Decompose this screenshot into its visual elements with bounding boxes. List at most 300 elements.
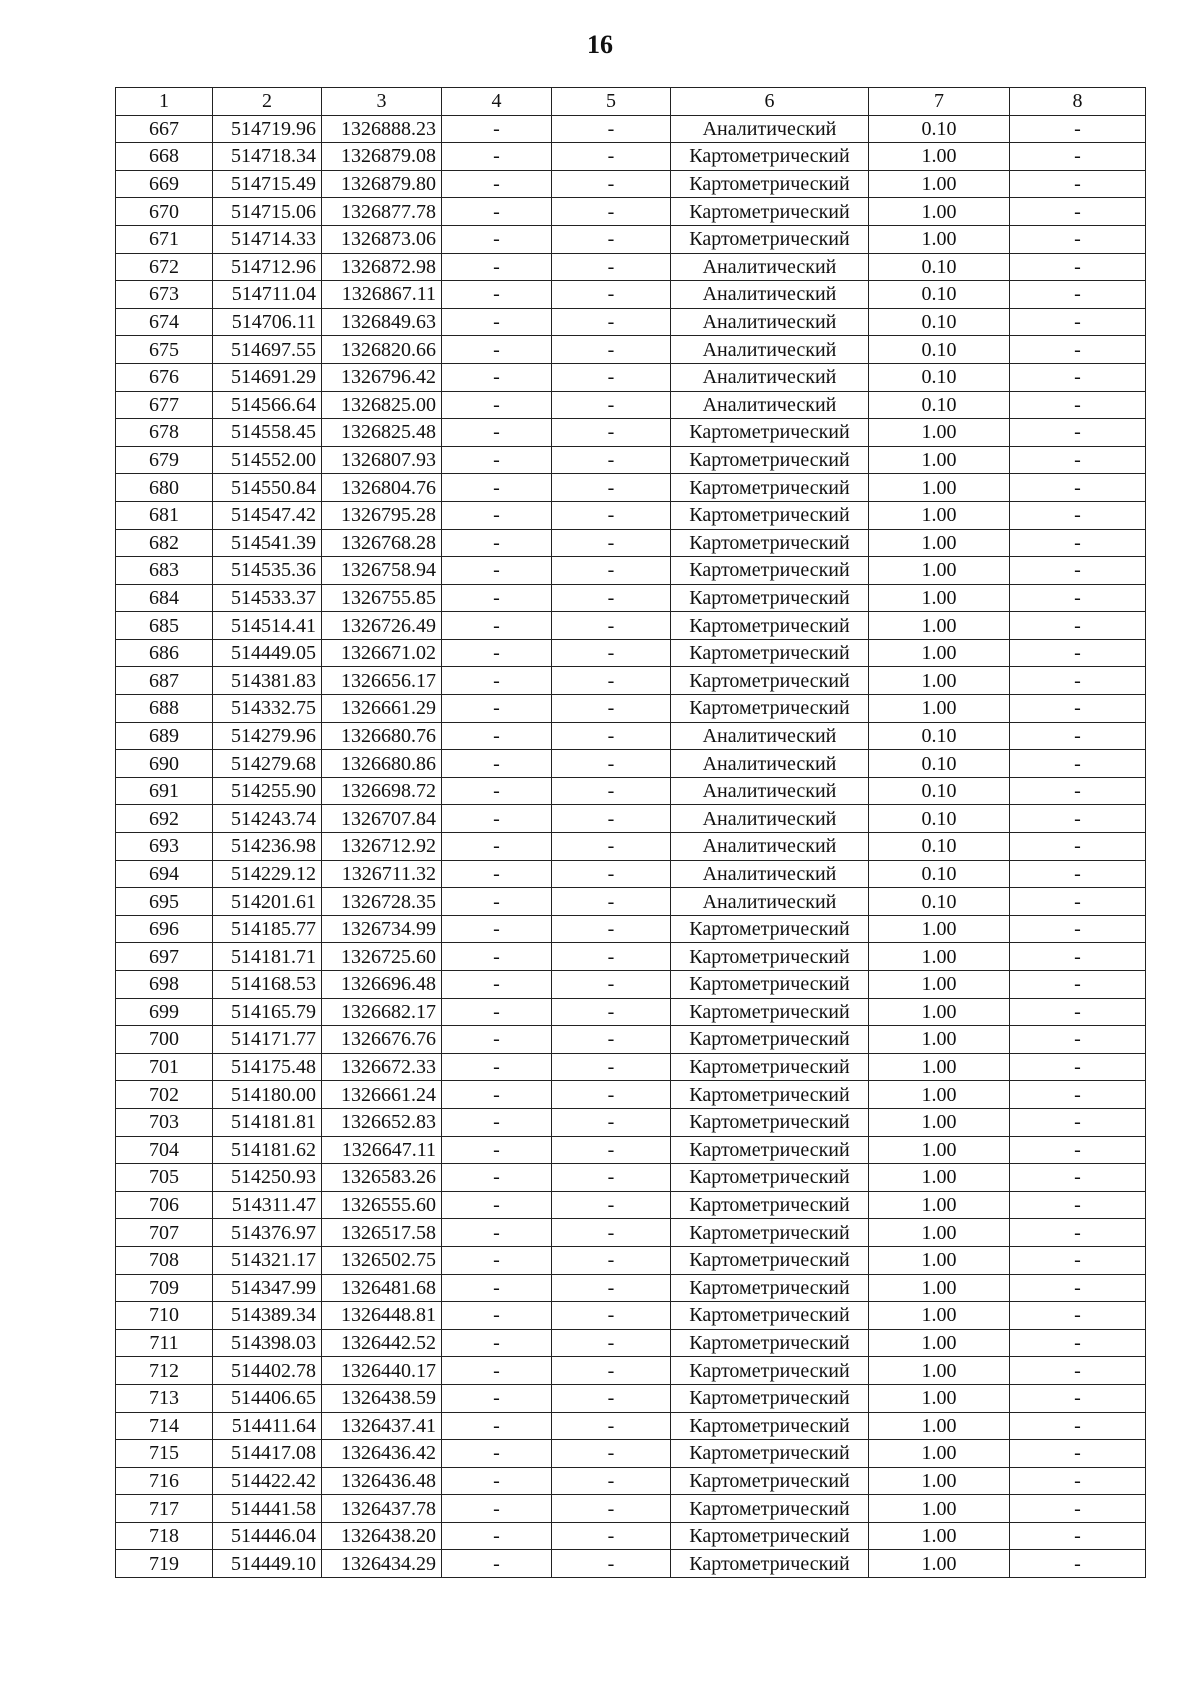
accuracy-cell: 1.00 bbox=[869, 557, 1010, 585]
x-coordinate-cell: 514558.45 bbox=[213, 419, 322, 447]
accuracy-cell: 1.00 bbox=[869, 695, 1010, 723]
y-coordinate-cell: 1326442.52 bbox=[322, 1329, 442, 1357]
column-5-cell: - bbox=[552, 198, 671, 226]
method-cell: Картометрический bbox=[671, 1246, 869, 1274]
column-5-cell: - bbox=[552, 115, 671, 143]
point-number-cell: 706 bbox=[116, 1191, 213, 1219]
accuracy-cell: 1.00 bbox=[869, 1329, 1010, 1357]
accuracy-cell: 0.10 bbox=[869, 115, 1010, 143]
column-4-cell: - bbox=[442, 833, 552, 861]
x-coordinate-cell: 514406.65 bbox=[213, 1384, 322, 1412]
method-cell: Картометрический bbox=[671, 915, 869, 943]
x-coordinate-cell: 514411.64 bbox=[213, 1412, 322, 1440]
column-8-cell: - bbox=[1010, 474, 1146, 502]
column-5-cell: - bbox=[552, 225, 671, 253]
x-coordinate-cell: 514201.61 bbox=[213, 888, 322, 916]
x-coordinate-cell: 514715.49 bbox=[213, 170, 322, 198]
y-coordinate-cell: 1326804.76 bbox=[322, 474, 442, 502]
column-4-cell: - bbox=[442, 1053, 552, 1081]
table-row bbox=[116, 722, 1146, 750]
column-8-cell: - bbox=[1010, 667, 1146, 695]
column-8-cell: - bbox=[1010, 281, 1146, 309]
column-5-cell: - bbox=[552, 750, 671, 778]
x-coordinate-cell: 514547.42 bbox=[213, 501, 322, 529]
table-header-row bbox=[116, 88, 1146, 116]
accuracy-cell: 1.00 bbox=[869, 1026, 1010, 1054]
column-5-cell: - bbox=[552, 336, 671, 364]
column-5-cell: - bbox=[552, 833, 671, 861]
y-coordinate-cell: 1326517.58 bbox=[322, 1219, 442, 1247]
y-coordinate-cell: 1326438.20 bbox=[322, 1522, 442, 1550]
column-4-cell: - bbox=[442, 529, 552, 557]
table-row bbox=[116, 971, 1146, 999]
table-row bbox=[116, 1053, 1146, 1081]
x-coordinate-cell: 514711.04 bbox=[213, 281, 322, 309]
y-coordinate-cell: 1326712.92 bbox=[322, 833, 442, 861]
column-4-cell: - bbox=[442, 667, 552, 695]
column-8-cell: - bbox=[1010, 750, 1146, 778]
column-5-cell: - bbox=[552, 695, 671, 723]
method-cell: Картометрический bbox=[671, 1495, 869, 1523]
y-coordinate-cell: 1326661.24 bbox=[322, 1081, 442, 1109]
column-4-cell: - bbox=[442, 336, 552, 364]
method-cell: Аналитический bbox=[671, 722, 869, 750]
column-4-cell: - bbox=[442, 584, 552, 612]
column-8-cell: - bbox=[1010, 1357, 1146, 1385]
accuracy-cell: 1.00 bbox=[869, 1357, 1010, 1385]
method-cell: Картометрический bbox=[671, 198, 869, 226]
column-8-cell: - bbox=[1010, 1274, 1146, 1302]
x-coordinate-cell: 514417.08 bbox=[213, 1440, 322, 1468]
point-number-cell: 668 bbox=[116, 143, 213, 171]
method-cell: Картометрический bbox=[671, 1164, 869, 1192]
x-coordinate-cell: 514185.77 bbox=[213, 915, 322, 943]
method-cell: Картометрический bbox=[671, 1081, 869, 1109]
table-row bbox=[116, 198, 1146, 226]
y-coordinate-cell: 1326672.33 bbox=[322, 1053, 442, 1081]
y-coordinate-cell: 1326796.42 bbox=[322, 363, 442, 391]
column-5-cell: - bbox=[552, 1467, 671, 1495]
page-number: 16 bbox=[587, 30, 613, 59]
accuracy-cell: 0.10 bbox=[869, 860, 1010, 888]
column-5-cell: - bbox=[552, 667, 671, 695]
column-header: 3 bbox=[322, 88, 442, 116]
column-5-cell: - bbox=[552, 446, 671, 474]
column-4-cell: - bbox=[442, 971, 552, 999]
table-row bbox=[116, 336, 1146, 364]
method-cell: Картометрический bbox=[671, 1384, 869, 1412]
point-number-cell: 667 bbox=[116, 115, 213, 143]
table-row bbox=[116, 501, 1146, 529]
point-number-cell: 709 bbox=[116, 1274, 213, 1302]
x-coordinate-cell: 514255.90 bbox=[213, 777, 322, 805]
column-5-cell: - bbox=[552, 419, 671, 447]
table-row bbox=[116, 1550, 1146, 1578]
x-coordinate-cell: 514441.58 bbox=[213, 1495, 322, 1523]
table-row bbox=[116, 1522, 1146, 1550]
x-coordinate-cell: 514514.41 bbox=[213, 612, 322, 640]
y-coordinate-cell: 1326661.29 bbox=[322, 695, 442, 723]
method-cell: Аналитический bbox=[671, 336, 869, 364]
point-number-cell: 699 bbox=[116, 998, 213, 1026]
x-coordinate-cell: 514381.83 bbox=[213, 667, 322, 695]
accuracy-cell: 0.10 bbox=[869, 308, 1010, 336]
column-8-cell: - bbox=[1010, 446, 1146, 474]
column-8-cell: - bbox=[1010, 557, 1146, 585]
column-8-cell: - bbox=[1010, 115, 1146, 143]
method-cell: Картометрический bbox=[671, 998, 869, 1026]
method-cell: Аналитический bbox=[671, 750, 869, 778]
point-number-cell: 705 bbox=[116, 1164, 213, 1192]
x-coordinate-cell: 514279.68 bbox=[213, 750, 322, 778]
method-cell: Картометрический bbox=[671, 1302, 869, 1330]
accuracy-cell: 1.00 bbox=[869, 1053, 1010, 1081]
point-number-cell: 684 bbox=[116, 584, 213, 612]
column-8-cell: - bbox=[1010, 1467, 1146, 1495]
column-4-cell: - bbox=[442, 419, 552, 447]
column-header: 4 bbox=[442, 88, 552, 116]
method-cell: Картометрический bbox=[671, 225, 869, 253]
column-8-cell: - bbox=[1010, 1440, 1146, 1468]
column-8-cell: - bbox=[1010, 612, 1146, 640]
x-coordinate-cell: 514332.75 bbox=[213, 695, 322, 723]
point-number-cell: 686 bbox=[116, 639, 213, 667]
method-cell: Картометрический bbox=[671, 1357, 869, 1385]
method-cell: Картометрический bbox=[671, 695, 869, 723]
column-5-cell: - bbox=[552, 1219, 671, 1247]
table-body bbox=[116, 115, 1146, 1577]
column-8-cell: - bbox=[1010, 860, 1146, 888]
method-cell: Картометрический bbox=[671, 1274, 869, 1302]
column-5-cell: - bbox=[552, 1053, 671, 1081]
x-coordinate-cell: 514243.74 bbox=[213, 805, 322, 833]
y-coordinate-cell: 1326877.78 bbox=[322, 198, 442, 226]
column-8-cell: - bbox=[1010, 529, 1146, 557]
column-5-cell: - bbox=[552, 1384, 671, 1412]
table-row bbox=[116, 1246, 1146, 1274]
y-coordinate-cell: 1326436.42 bbox=[322, 1440, 442, 1468]
column-4-cell: - bbox=[442, 1440, 552, 1468]
method-cell: Картометрический bbox=[671, 612, 869, 640]
column-header: 1 bbox=[116, 88, 213, 116]
point-number-cell: 704 bbox=[116, 1136, 213, 1164]
point-number-cell: 718 bbox=[116, 1522, 213, 1550]
table-row bbox=[116, 1329, 1146, 1357]
column-4-cell: - bbox=[442, 1302, 552, 1330]
x-coordinate-cell: 514535.36 bbox=[213, 557, 322, 585]
table-row bbox=[116, 943, 1146, 971]
table-row bbox=[116, 1412, 1146, 1440]
column-8-cell: - bbox=[1010, 1550, 1146, 1578]
point-number-cell: 698 bbox=[116, 971, 213, 999]
column-4-cell: - bbox=[442, 722, 552, 750]
y-coordinate-cell: 1326680.86 bbox=[322, 750, 442, 778]
point-number-cell: 687 bbox=[116, 667, 213, 695]
point-number-cell: 697 bbox=[116, 943, 213, 971]
column-8-cell: - bbox=[1010, 1522, 1146, 1550]
column-5-cell: - bbox=[552, 805, 671, 833]
table-row bbox=[116, 1026, 1146, 1054]
y-coordinate-cell: 1326873.06 bbox=[322, 225, 442, 253]
accuracy-cell: 1.00 bbox=[869, 1440, 1010, 1468]
method-cell: Аналитический bbox=[671, 860, 869, 888]
accuracy-cell: 0.10 bbox=[869, 888, 1010, 916]
column-8-cell: - bbox=[1010, 915, 1146, 943]
point-number-cell: 715 bbox=[116, 1440, 213, 1468]
column-4-cell: - bbox=[442, 1274, 552, 1302]
x-coordinate-cell: 514181.71 bbox=[213, 943, 322, 971]
table-row bbox=[116, 1384, 1146, 1412]
accuracy-cell: 1.00 bbox=[869, 170, 1010, 198]
column-4-cell: - bbox=[442, 1412, 552, 1440]
table-row bbox=[116, 1191, 1146, 1219]
point-number-cell: 676 bbox=[116, 363, 213, 391]
column-8-cell: - bbox=[1010, 998, 1146, 1026]
method-cell: Картометрический bbox=[671, 501, 869, 529]
x-coordinate-cell: 514175.48 bbox=[213, 1053, 322, 1081]
column-8-cell: - bbox=[1010, 170, 1146, 198]
column-5-cell: - bbox=[552, 557, 671, 585]
point-number-cell: 677 bbox=[116, 391, 213, 419]
method-cell: Картометрический bbox=[671, 474, 869, 502]
point-number-cell: 695 bbox=[116, 888, 213, 916]
column-5-cell: - bbox=[552, 998, 671, 1026]
y-coordinate-cell: 1326768.28 bbox=[322, 529, 442, 557]
table-row bbox=[116, 1357, 1146, 1385]
y-coordinate-cell: 1326652.83 bbox=[322, 1108, 442, 1136]
column-5-cell: - bbox=[552, 170, 671, 198]
point-number-cell: 712 bbox=[116, 1357, 213, 1385]
method-cell: Картометрический bbox=[671, 584, 869, 612]
point-number-cell: 690 bbox=[116, 750, 213, 778]
accuracy-cell: 1.00 bbox=[869, 943, 1010, 971]
point-number-cell: 692 bbox=[116, 805, 213, 833]
x-coordinate-cell: 514712.96 bbox=[213, 253, 322, 281]
x-coordinate-cell: 514566.64 bbox=[213, 391, 322, 419]
column-4-cell: - bbox=[442, 1246, 552, 1274]
x-coordinate-cell: 514171.77 bbox=[213, 1026, 322, 1054]
column-8-cell: - bbox=[1010, 1384, 1146, 1412]
x-coordinate-cell: 514181.81 bbox=[213, 1108, 322, 1136]
x-coordinate-cell: 514446.04 bbox=[213, 1522, 322, 1550]
x-coordinate-cell: 514321.17 bbox=[213, 1246, 322, 1274]
method-cell: Картометрический bbox=[671, 1440, 869, 1468]
table-row bbox=[116, 695, 1146, 723]
method-cell: Картометрический bbox=[671, 1219, 869, 1247]
column-5-cell: - bbox=[552, 1495, 671, 1523]
table-row bbox=[116, 281, 1146, 309]
accuracy-cell: 0.10 bbox=[869, 777, 1010, 805]
column-5-cell: - bbox=[552, 915, 671, 943]
column-header: 2 bbox=[213, 88, 322, 116]
y-coordinate-cell: 1326867.11 bbox=[322, 281, 442, 309]
x-coordinate-cell: 514449.10 bbox=[213, 1550, 322, 1578]
y-coordinate-cell: 1326676.76 bbox=[322, 1026, 442, 1054]
accuracy-cell: 1.00 bbox=[869, 1136, 1010, 1164]
column-8-cell: - bbox=[1010, 253, 1146, 281]
accuracy-cell: 1.00 bbox=[869, 198, 1010, 226]
method-cell: Картометрический bbox=[671, 529, 869, 557]
column-4-cell: - bbox=[442, 115, 552, 143]
accuracy-cell: 1.00 bbox=[869, 474, 1010, 502]
table-row bbox=[116, 1136, 1146, 1164]
y-coordinate-cell: 1326758.94 bbox=[322, 557, 442, 585]
column-4-cell: - bbox=[442, 143, 552, 171]
column-8-cell: - bbox=[1010, 225, 1146, 253]
table-row bbox=[116, 750, 1146, 778]
accuracy-cell: 1.00 bbox=[869, 1412, 1010, 1440]
y-coordinate-cell: 1326481.68 bbox=[322, 1274, 442, 1302]
column-5-cell: - bbox=[552, 1522, 671, 1550]
table-row bbox=[116, 1164, 1146, 1192]
column-5-cell: - bbox=[552, 1274, 671, 1302]
table-row bbox=[116, 1274, 1146, 1302]
accuracy-cell: 1.00 bbox=[869, 501, 1010, 529]
method-cell: Картометрический bbox=[671, 667, 869, 695]
accuracy-cell: 1.00 bbox=[869, 529, 1010, 557]
y-coordinate-cell: 1326698.72 bbox=[322, 777, 442, 805]
y-coordinate-cell: 1326872.98 bbox=[322, 253, 442, 281]
method-cell: Аналитический bbox=[671, 308, 869, 336]
accuracy-cell: 1.00 bbox=[869, 915, 1010, 943]
accuracy-cell: 1.00 bbox=[869, 998, 1010, 1026]
x-coordinate-cell: 514181.62 bbox=[213, 1136, 322, 1164]
accuracy-cell: 0.10 bbox=[869, 281, 1010, 309]
column-8-cell: - bbox=[1010, 1081, 1146, 1109]
column-8-cell: - bbox=[1010, 143, 1146, 171]
y-coordinate-cell: 1326671.02 bbox=[322, 639, 442, 667]
method-cell: Картометрический bbox=[671, 943, 869, 971]
method-cell: Картометрический bbox=[671, 1412, 869, 1440]
column-5-cell: - bbox=[552, 281, 671, 309]
column-5-cell: - bbox=[552, 777, 671, 805]
column-4-cell: - bbox=[442, 860, 552, 888]
accuracy-cell: 1.00 bbox=[869, 1081, 1010, 1109]
y-coordinate-cell: 1326879.80 bbox=[322, 170, 442, 198]
column-4-cell: - bbox=[442, 612, 552, 640]
x-coordinate-cell: 514311.47 bbox=[213, 1191, 322, 1219]
method-cell: Картометрический bbox=[671, 1467, 869, 1495]
x-coordinate-cell: 514347.99 bbox=[213, 1274, 322, 1302]
column-8-cell: - bbox=[1010, 391, 1146, 419]
method-cell: Аналитический bbox=[671, 281, 869, 309]
method-cell: Аналитический bbox=[671, 115, 869, 143]
column-8-cell: - bbox=[1010, 1191, 1146, 1219]
y-coordinate-cell: 1326656.17 bbox=[322, 667, 442, 695]
column-4-cell: - bbox=[442, 391, 552, 419]
column-4-cell: - bbox=[442, 501, 552, 529]
method-cell: Картометрический bbox=[671, 557, 869, 585]
column-8-cell: - bbox=[1010, 584, 1146, 612]
column-8-cell: - bbox=[1010, 722, 1146, 750]
table-row bbox=[116, 915, 1146, 943]
accuracy-cell: 1.00 bbox=[869, 143, 1010, 171]
table-row bbox=[116, 667, 1146, 695]
column-5-cell: - bbox=[552, 143, 671, 171]
accuracy-cell: 0.10 bbox=[869, 253, 1010, 281]
column-8-cell: - bbox=[1010, 198, 1146, 226]
table-row bbox=[116, 253, 1146, 281]
point-number-cell: 708 bbox=[116, 1246, 213, 1274]
column-8-cell: - bbox=[1010, 777, 1146, 805]
method-cell: Картометрический bbox=[671, 446, 869, 474]
accuracy-cell: 0.10 bbox=[869, 391, 1010, 419]
method-cell: Картометрический bbox=[671, 1026, 869, 1054]
column-4-cell: - bbox=[442, 281, 552, 309]
y-coordinate-cell: 1326440.17 bbox=[322, 1357, 442, 1385]
column-4-cell: - bbox=[442, 1136, 552, 1164]
y-coordinate-cell: 1326734.99 bbox=[322, 915, 442, 943]
x-coordinate-cell: 514279.96 bbox=[213, 722, 322, 750]
x-coordinate-cell: 514449.05 bbox=[213, 639, 322, 667]
method-cell: Картометрический bbox=[671, 1136, 869, 1164]
point-number-cell: 689 bbox=[116, 722, 213, 750]
method-cell: Картометрический bbox=[671, 971, 869, 999]
column-5-cell: - bbox=[552, 1357, 671, 1385]
accuracy-cell: 0.10 bbox=[869, 722, 1010, 750]
y-coordinate-cell: 1326555.60 bbox=[322, 1191, 442, 1219]
point-number-cell: 671 bbox=[116, 225, 213, 253]
column-4-cell: - bbox=[442, 363, 552, 391]
table-row bbox=[116, 612, 1146, 640]
column-4-cell: - bbox=[442, 446, 552, 474]
y-coordinate-cell: 1326696.48 bbox=[322, 971, 442, 999]
column-8-cell: - bbox=[1010, 1053, 1146, 1081]
column-4-cell: - bbox=[442, 474, 552, 502]
method-cell: Аналитический bbox=[671, 363, 869, 391]
y-coordinate-cell: 1326647.11 bbox=[322, 1136, 442, 1164]
accuracy-cell: 1.00 bbox=[869, 1191, 1010, 1219]
y-coordinate-cell: 1326725.60 bbox=[322, 943, 442, 971]
column-4-cell: - bbox=[442, 198, 552, 226]
column-5-cell: - bbox=[552, 1550, 671, 1578]
column-8-cell: - bbox=[1010, 419, 1146, 447]
column-5-cell: - bbox=[552, 860, 671, 888]
x-coordinate-cell: 514697.55 bbox=[213, 336, 322, 364]
table-row bbox=[116, 170, 1146, 198]
point-number-cell: 670 bbox=[116, 198, 213, 226]
point-number-cell: 710 bbox=[116, 1302, 213, 1330]
x-coordinate-cell: 514376.97 bbox=[213, 1219, 322, 1247]
x-coordinate-cell: 514250.93 bbox=[213, 1164, 322, 1192]
column-8-cell: - bbox=[1010, 1026, 1146, 1054]
column-5-cell: - bbox=[552, 253, 671, 281]
y-coordinate-cell: 1326436.48 bbox=[322, 1467, 442, 1495]
y-coordinate-cell: 1326682.17 bbox=[322, 998, 442, 1026]
y-coordinate-cell: 1326438.59 bbox=[322, 1384, 442, 1412]
method-cell: Картометрический bbox=[671, 1522, 869, 1550]
column-4-cell: - bbox=[442, 1219, 552, 1247]
column-8-cell: - bbox=[1010, 971, 1146, 999]
column-4-cell: - bbox=[442, 225, 552, 253]
column-8-cell: - bbox=[1010, 1495, 1146, 1523]
accuracy-cell: 0.10 bbox=[869, 750, 1010, 778]
x-coordinate-cell: 514714.33 bbox=[213, 225, 322, 253]
table-row bbox=[116, 998, 1146, 1026]
y-coordinate-cell: 1326820.66 bbox=[322, 336, 442, 364]
table-row bbox=[116, 1302, 1146, 1330]
point-number-cell: 707 bbox=[116, 1219, 213, 1247]
table-row bbox=[116, 833, 1146, 861]
accuracy-cell: 1.00 bbox=[869, 1302, 1010, 1330]
column-4-cell: - bbox=[442, 1467, 552, 1495]
column-5-cell: - bbox=[552, 1081, 671, 1109]
column-5-cell: - bbox=[552, 1026, 671, 1054]
column-4-cell: - bbox=[442, 777, 552, 805]
accuracy-cell: 0.10 bbox=[869, 833, 1010, 861]
method-cell: Картометрический bbox=[671, 1329, 869, 1357]
column-5-cell: - bbox=[552, 584, 671, 612]
